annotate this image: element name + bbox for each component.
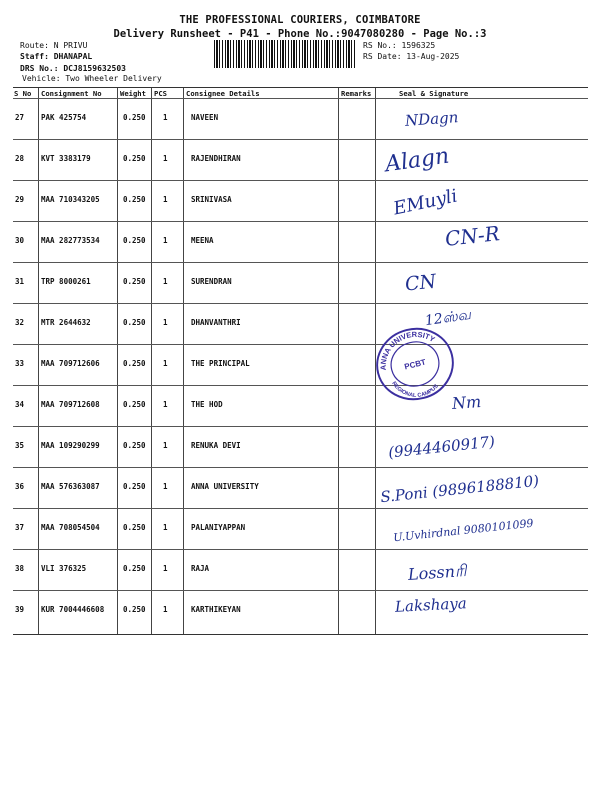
- sno-cell: 37: [15, 523, 25, 532]
- consignment-cell: MAA 709712606: [41, 359, 100, 368]
- consignee-cell: KARTHIKEYAN: [191, 605, 241, 614]
- consignee-cell: ANNA UNIVERSITY: [191, 482, 259, 491]
- consignee-cell: MEENA: [191, 236, 214, 245]
- sno-cell: 27: [15, 113, 25, 122]
- pcs-cell: 1: [163, 236, 168, 245]
- weight-cell: 0.250: [123, 605, 146, 614]
- signature-row-38: Lossnரி: [407, 560, 468, 585]
- table-row: [13, 345, 588, 386]
- weight-cell: 0.250: [123, 318, 146, 327]
- consignee-cell: THE PRINCIPAL: [191, 359, 250, 368]
- pcs-cell: 1: [163, 441, 168, 450]
- signature-row-37: U.Uvhirdnal 9080101099: [392, 516, 535, 545]
- signature-row-35: (9944460917): [387, 432, 496, 462]
- table-row: [13, 427, 588, 468]
- sno-cell: 32: [15, 318, 25, 327]
- sno-cell: 36: [15, 482, 25, 491]
- sno-cell: 33: [15, 359, 25, 368]
- table-row: [13, 140, 588, 181]
- table-row: [13, 99, 588, 140]
- column-header-signature: Seal & Signature: [399, 89, 469, 98]
- pcs-cell: 1: [163, 195, 168, 204]
- consignment-cell: MAA 708054504: [41, 523, 100, 532]
- pcs-cell: 1: [163, 318, 168, 327]
- consignee-cell: RAJA: [191, 564, 210, 573]
- consignment-cell: KVT 3383179: [41, 154, 91, 163]
- weight-cell: 0.250: [123, 441, 146, 450]
- signature-row-39: Lakshaya: [394, 594, 468, 616]
- table-row: [13, 591, 588, 632]
- signature-row-32: 12ஸ்வ: [423, 306, 473, 330]
- weight-cell: 0.250: [123, 564, 146, 573]
- signature-row-36: S.Poni (9896188810): [379, 471, 540, 507]
- consignment-cell: MAA 282773534: [41, 236, 100, 245]
- drs-text: DRS No.: DCJ8159632503: [20, 64, 126, 73]
- route-text: Route: N PRIVU: [20, 41, 88, 50]
- table-row: [13, 181, 588, 222]
- sno-cell: 29: [15, 195, 25, 204]
- sno-cell: 39: [15, 605, 25, 614]
- sno-cell: 38: [15, 564, 25, 573]
- consignment-cell: VLI 376325: [41, 564, 87, 573]
- signature-row-30: CN-R: [443, 221, 501, 251]
- consignee-cell: SRINIVASA: [191, 195, 232, 204]
- pcs-cell: 1: [163, 359, 168, 368]
- signature-row-28: Alagn: [383, 143, 451, 178]
- weight-cell: 0.250: [123, 482, 146, 491]
- column-header-weight: Weight: [120, 89, 146, 98]
- table-row: [13, 263, 588, 304]
- consignee-cell: SURENDRAN: [191, 277, 232, 286]
- consignment-cell: MAA 576363087: [41, 482, 100, 491]
- sno-cell: 34: [15, 400, 25, 409]
- signature-row-31: CN: [403, 270, 438, 296]
- rs-number-text: RS No.: 1596325: [363, 41, 436, 50]
- table-row: [13, 386, 588, 427]
- pcs-cell: 1: [163, 113, 168, 122]
- sno-cell: 31: [15, 277, 25, 286]
- consignment-cell: MAA 109290299: [41, 441, 100, 450]
- weight-cell: 0.250: [123, 277, 146, 286]
- weight-cell: 0.250: [123, 523, 146, 532]
- weight-cell: 0.250: [123, 113, 146, 122]
- column-header-consignee: Consignee Details: [186, 89, 260, 98]
- table-row: [13, 304, 588, 345]
- column-header-remarks: Remarks: [341, 89, 372, 98]
- signature-row-34: Nm: [451, 392, 482, 413]
- weight-cell: 0.250: [123, 359, 146, 368]
- consignee-cell: PALANIYAPPAN: [191, 523, 246, 532]
- consignee-cell: NAVEEN: [191, 113, 219, 122]
- barcode-image: [214, 40, 356, 68]
- company-title: THE PROFESSIONAL COURIERS, COIMBATORE: [179, 14, 421, 26]
- column-header-consignment: Consignment No: [41, 89, 102, 98]
- consignee-cell: DHANVANTHRI: [191, 318, 241, 327]
- sno-cell: 35: [15, 441, 25, 450]
- weight-cell: 0.250: [123, 400, 146, 409]
- pcs-cell: 1: [163, 564, 168, 573]
- pcs-cell: 1: [163, 277, 168, 286]
- weight-cell: 0.250: [123, 195, 146, 204]
- consignment-cell: MTR 2644632: [41, 318, 91, 327]
- stamp-center-text: PCBT: [403, 357, 427, 372]
- svg-text:REGIONAL CAMPUS: [390, 371, 442, 403]
- vehicle-text: Vehicle: Two Wheeler Delivery: [22, 74, 162, 83]
- table-row: [13, 550, 588, 591]
- consignee-cell: RAJENDHIRAN: [191, 154, 241, 163]
- weight-cell: 0.250: [123, 236, 146, 245]
- column-header-sno: S No: [14, 89, 32, 98]
- consignment-cell: PAK 425754: [41, 113, 87, 122]
- column-header-pcs: PCS: [154, 89, 167, 98]
- pcs-cell: 1: [163, 482, 168, 491]
- pcs-cell: 1: [163, 523, 168, 532]
- consignment-cell: KUR 7004446608: [41, 605, 105, 614]
- rs-date-text: RS Date: 13-Aug-2025: [363, 52, 460, 61]
- consignment-cell: TRP 8000261: [41, 277, 91, 286]
- pcs-cell: 1: [163, 154, 168, 163]
- pcs-cell: 1: [163, 400, 168, 409]
- weight-cell: 0.250: [123, 154, 146, 163]
- sno-cell: 30: [15, 236, 25, 245]
- runsheet-subtitle: Delivery Runsheet - P41 - Phone No.:9047080280 - Page No.:3: [113, 28, 487, 40]
- staff-text: Staff: DHANAPAL: [20, 52, 93, 61]
- stamp-top-text: ANNA UNIVERSITY: [378, 329, 437, 371]
- signature-row-29: EMuyli: [391, 185, 460, 220]
- pcs-cell: 1: [163, 605, 168, 614]
- consignment-cell: MAA 709712608: [41, 400, 100, 409]
- runsheet-table: [13, 87, 588, 635]
- university-seal-stamp: [373, 325, 457, 403]
- consignee-cell: THE HOD: [191, 400, 223, 409]
- sno-cell: 28: [15, 154, 25, 163]
- signature-row-27: NDagn: [404, 108, 459, 130]
- consignee-cell: RENUKA DEVI: [191, 441, 241, 450]
- stamp-bottom-text: REGIONAL CAMPUS: [390, 380, 440, 399]
- consignment-cell: MAA 710343205: [41, 195, 100, 204]
- table-row: [13, 222, 588, 263]
